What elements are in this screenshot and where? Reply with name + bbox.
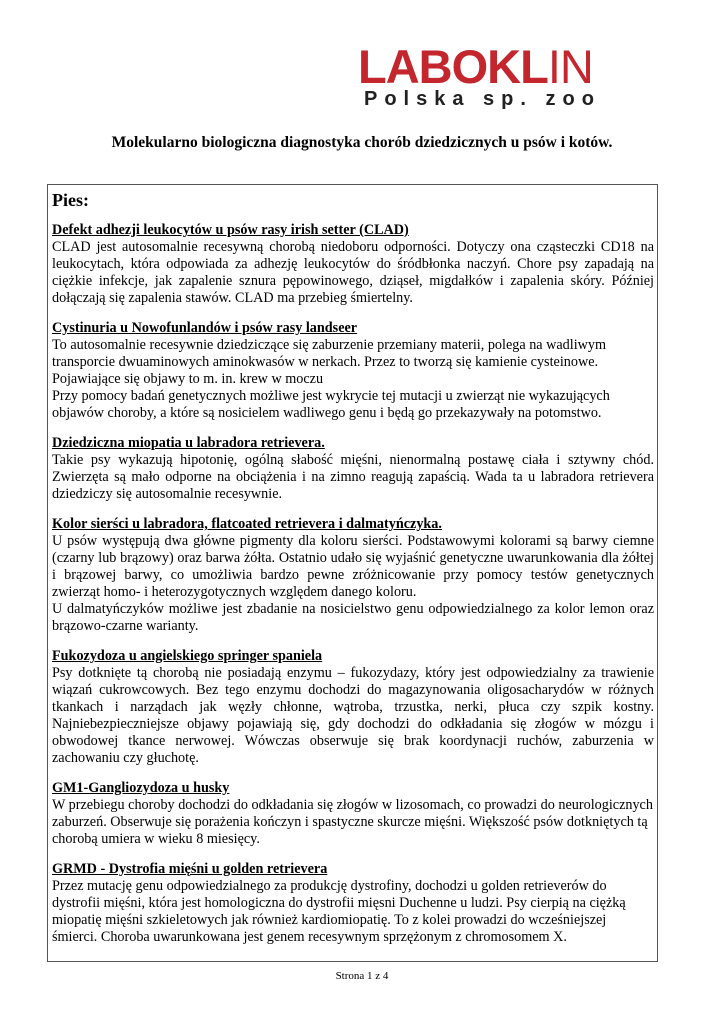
- section-grmd: [52, 861, 654, 946]
- section-clad: [52, 222, 654, 307]
- page-footer: Strona 1 z 4: [335, 970, 389, 982]
- logo-subtitle: Polska sp. zoo: [364, 88, 601, 110]
- section-title: Cystinuria u Nowofunlandów i psów rasy landseer: [52, 320, 358, 336]
- section-title: GM1-Gangliozydoza u husky: [52, 780, 230, 796]
- section-miopatia: [52, 435, 654, 503]
- section-paragraph: Takie psy wykazują hipotonię, ogólną słabość mięśni, nienormalną postawę ciała i sztywny chód. Zwierzęta są mało odporne na obciążenia i na zimno reagują zapaścią. Wada ta u labradora retrievera dziedziczy się autosomalnie recesywnie.: [52, 452, 654, 502]
- section-paragraph: Pojawiające się objawy to m. in. krew w moczu: [52, 371, 324, 387]
- logo-wordmark: LABOKLIN: [358, 40, 593, 93]
- content-box: [47, 184, 658, 962]
- section-paragraph: Przez mutację genu odpowiedzialnego za produkcję dystrofiny, dochodzi u golden retrieverów do dystrofii mięśni, która jest homologiczna do dystrofii mięsni Duchenne u ludzi. Psy cierpią na ciężką miopatię mięśni szkieletowych jak również kardiomiopatię. To z kolei prowadzi do wcześniejszej śmierci. Choroba uwarunkowana jest genem recesywnym sprzężonym z chromosomem X.: [52, 878, 626, 945]
- section-gm1: [52, 780, 654, 848]
- section-title: GRMD - Dystrofia mięśni u golden retrievera: [52, 861, 328, 877]
- section-paragraph: U dalmatyńczyków możliwe jest zbadanie na nosicielstwo genu odpowiedzialnego za kolor lemon oraz brązowo-czarne warianty.: [52, 601, 654, 634]
- section-paragraph: CLAD jest autosomalnie recesywną chorobą niedoboru odporności. Dotyczy ona cząsteczki CD18 na leukocytach, która odpowiada za adhezję leukocytów do śródbłonka naczyń. Chore psy zapadają na ciężkie infekcje, jak zapalenie sznura pępowinowego, dziąseł, migdałków i zapalenia skóry. Później dołączają się zapalenia stawów. CLAD ma przebieg śmiertelny.: [52, 239, 654, 306]
- document-title: Molekularno biologiczna diagnostyka chorób dziedzicznych u psów i kotów.: [111, 134, 613, 151]
- section-title: Fukozydoza u angielskiego springer spaniela: [52, 648, 323, 664]
- section-paragraph: Psy dotknięte tą chorobą nie posiadają enzymu – fukozydazy, który jest odpowiedzialny za trawienie wiązań cukrowcowych. Bez tego enzymu dochodzi do magazynowania oligosacharydów w różnych tkankach i narządach jak węzły chłonne, wątroba, trzustka, nerki, płuca czy szpik kostny. Najniebezpieczniejsze objawy pojawiają się, gdy dochodzi do odkładania się złogów w mózgu i obwodowej tkance nerwowej. Wówczas obserwuje się brak koordynacji ruchów, zaburzenia w zachowaniu czy głuchotę.: [52, 665, 654, 766]
- section-fukozydoza: [52, 648, 654, 767]
- section-coat-color: [52, 516, 654, 635]
- section-paragraph: Przy pomocy badań genetycznych możliwe jest wykrycie tej mutacji u zwierząt nie wykazujących objawów choroby, a które są nosicielem wadliwego genu i będą go przekazywały na potomstwo.: [52, 388, 610, 421]
- section-paragraph: To autosomalnie recesywnie dziedziczące się zaburzenie przemiany materii, polega na wadliwym transporcie dwuaminowych aminokwasów w nerkach. Przez to tworzą się kamienie cysteinowe.: [52, 337, 607, 370]
- section-paragraph: W przebiegu choroby dochodzi do odkładania się złogów w lizosomach, co prowadzi do neurologicznych zaburzeń. Obserwuje się porażenia kończyn i spastyczne skurcze mięśni. Większość psów dotkniętych tą chorobą umiera w wieku 8 miesięcy.: [52, 797, 653, 847]
- laboklin-logo: [358, 40, 658, 111]
- section-title: Dziedziczna miopatia u labradora retrievera.: [52, 435, 325, 451]
- section-title: Kolor sierści u labradora, flatcoated retrievera i dalmatyńczyka.: [52, 516, 442, 532]
- section-title: Defekt adhezji leukocytów u psów rasy irish setter (CLAD): [52, 222, 409, 238]
- box-heading: Pies:: [52, 190, 89, 210]
- section-paragraph: U psów występują dwa główne pigmenty dla koloru sierści. Podstawowymi kolorami są barwy ciemne (czarny lub brązowy) oraz barwa żółta. Ostatnio udało się wyjaśnić genetyczne uwarunkowania dla żółtej i brązowej barwy, co umożliwia bardzo pewne zróżnicowanie przy pomocy testów genetycznych zwierząt homo- i heterozygotycznych względem danego koloru.: [52, 533, 654, 600]
- section-cystinuria: [52, 320, 654, 422]
